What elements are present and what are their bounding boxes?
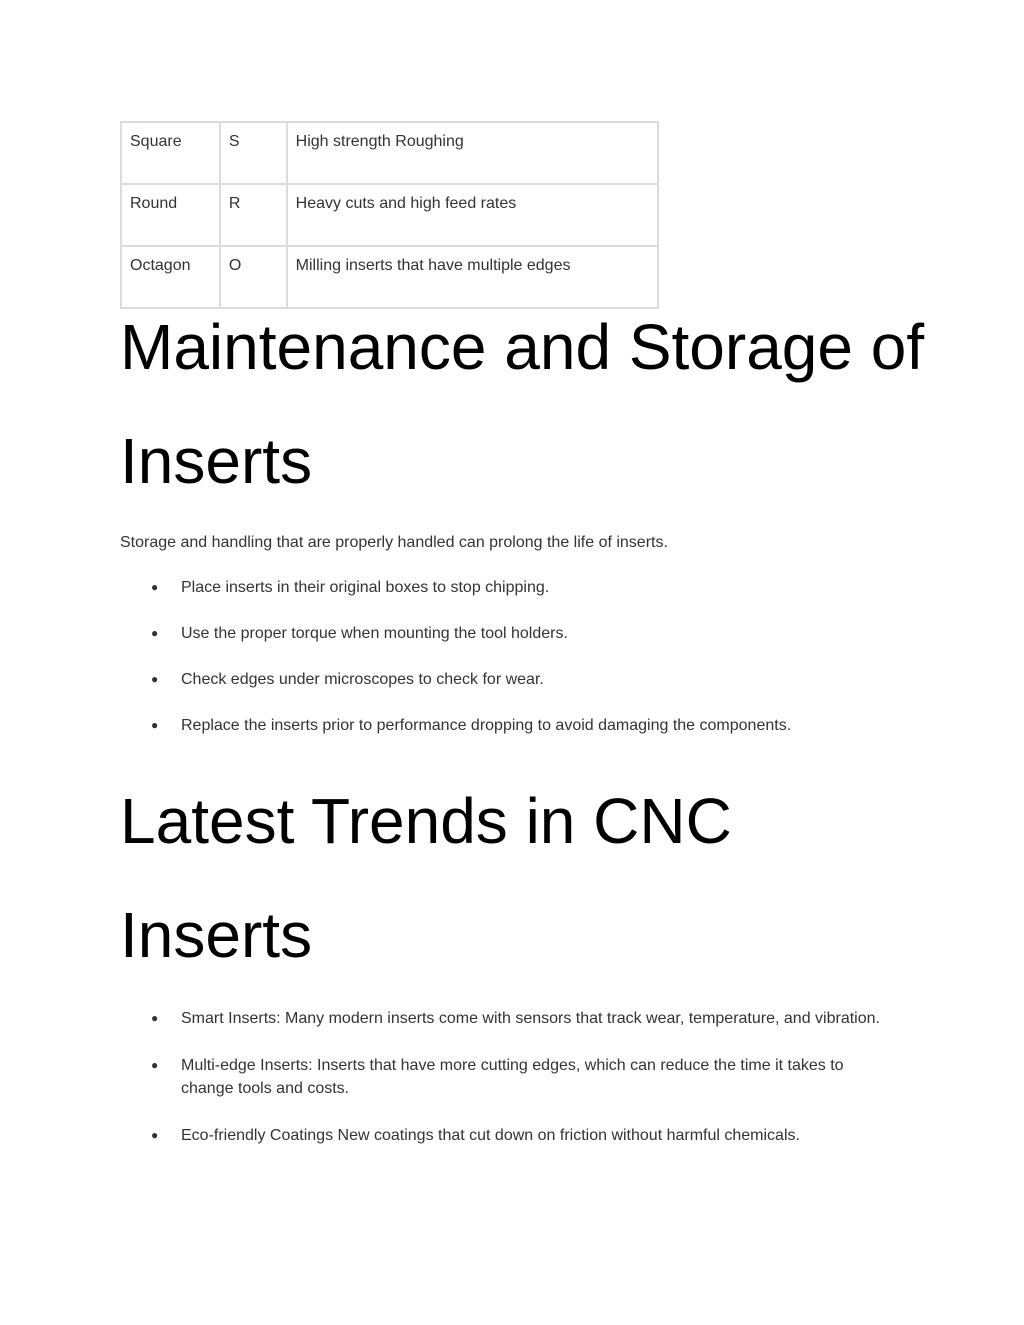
table-cell-shape: Octagon [121,246,220,308]
table-row [121,184,658,246]
list-item-text: Smart Inserts: Many modern inserts come with sensors that track wear, temperature, and vibration. [181,1010,880,1027]
table-cell-code: O [220,246,287,308]
trends-heading: Latest Trends in CNC Inserts [120,785,732,971]
list-item [120,714,900,737]
list-item-text: Place inserts in their original boxes to stop chipping. [181,579,550,596]
bullet-icon: ● [151,672,159,686]
list-item-text: Use the proper torque when mounting the tool holders. [181,625,568,642]
bullet-icon: ● [151,1011,159,1025]
list-item [120,622,900,645]
list-item-text: Replace the inserts prior to performance dropping to avoid damaging the components. [181,717,792,734]
bullet-icon: ● [151,718,159,732]
table-cell-code: S [220,122,287,184]
maintenance-intro: Storage and handling that are properly handled can prolong the life of inserts. [120,534,668,551]
bullet-icon: ● [151,626,159,640]
table-row [121,122,658,184]
table-cell-code: R [220,184,287,246]
bullet-icon: ● [151,1058,159,1072]
list-item-text: Eco-friendly Coatings New coatings that cut down on friction without harmful chemicals. [181,1127,800,1144]
list-item [120,576,900,599]
list-item [120,1007,900,1030]
list-item [120,1124,900,1147]
bullet-icon: ● [151,1128,159,1142]
list-item-text: Multi-edge Inserts: Inserts that have more cutting edges, which can reduce the time it takes to change tools and costs. [181,1057,844,1097]
table-cell-shape: Square [121,122,220,184]
maintenance-list [120,576,900,760]
list-item [120,668,900,691]
table-cell-shape: Round [121,184,220,246]
bullet-icon: ● [151,580,159,594]
table-cell-use: Milling inserts that have multiple edges [287,246,658,308]
table-cell-use: Heavy cuts and high feed rates [287,184,658,246]
trends-list [120,1007,900,1171]
table-cell-use: High strength Roughing [287,122,658,184]
insert-shape-table [120,121,659,309]
maintenance-heading: Maintenance and Storage of Inserts [120,311,925,497]
list-item [120,1054,900,1100]
list-item-text: Check edges under microscopes to check for wear. [181,671,544,688]
